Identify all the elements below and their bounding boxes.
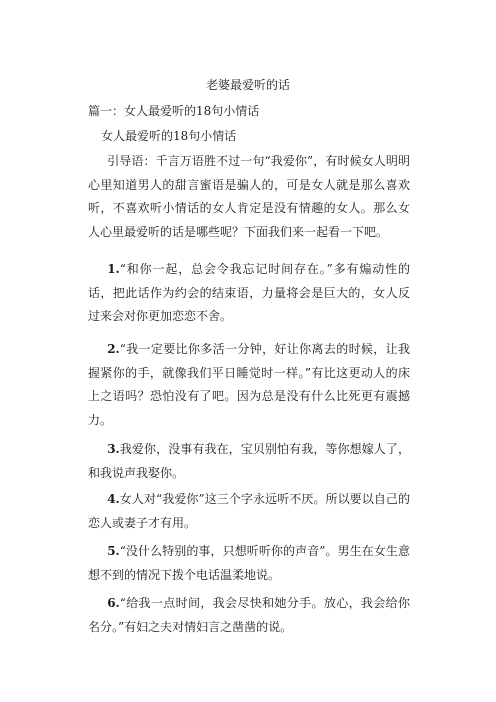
item-text: 女人对“我爱你”这三个字永远听不厌。所以要以自己的恋人或妻子才有用。 [88,492,410,530]
list-item [88,592,410,639]
document-title: 老婆最爱听的话 [205,78,290,92]
list-item [88,338,410,432]
list-item [88,540,410,587]
item-text: “没什么特别的事，只想听听你的声音”。男生在女生意想不到的情况下拨个电话温柔地说。 [88,544,410,582]
list-item [88,258,410,329]
item-text: 我爱你，没事有我在，宝贝别怕有我，等你想嫁人了，和我说声我娶你。 [88,442,410,480]
intro-paragraph: 引导语：千言万语胜不过一句“我爱你”，有时候女人明明心里知道男人的甜言蜜语是骗人的，可是女人就是那么喜欢听，不喜欢听小情话的女人肯定是没有情趣的女人。那么女人心里最爱听的话是哪些呢？下面我们来一起看一下吧。 [88,154,410,239]
subheading: 女人最爱听的18句小情话 [101,129,237,143]
item-number: 5. [107,544,120,558]
list-item [88,438,410,485]
item-number: 3. [107,442,120,456]
item-text: “给我一点时间，我会尽快和她分手。放心，我会给你名分。”有妇之夫对情妇言之凿凿的说。 [88,596,410,634]
list-item [88,488,410,535]
item-number: 1. [107,262,120,276]
section-heading: 篇一：女人最爱听的18句小情话 [88,104,260,118]
item-text: “和你一起，总会令我忘记时间存在。”多有煽动性的话，把此话作为约会的结束语，力量将会是巨大的，女人反过来会对你更加恋恋不舍。 [88,262,410,323]
item-number: 6. [107,596,120,610]
item-text: “我一定要比你多活一分钟，好让你离去的时候，让我握紧你的手，就像我们平日睡觉时一样。”有比这更动人的床上之语吗？恐怕没有了吧。因为总是没有什么比死更有震撼力。 [88,342,410,427]
item-number: 2. [107,342,120,356]
item-number: 4. [107,492,120,506]
